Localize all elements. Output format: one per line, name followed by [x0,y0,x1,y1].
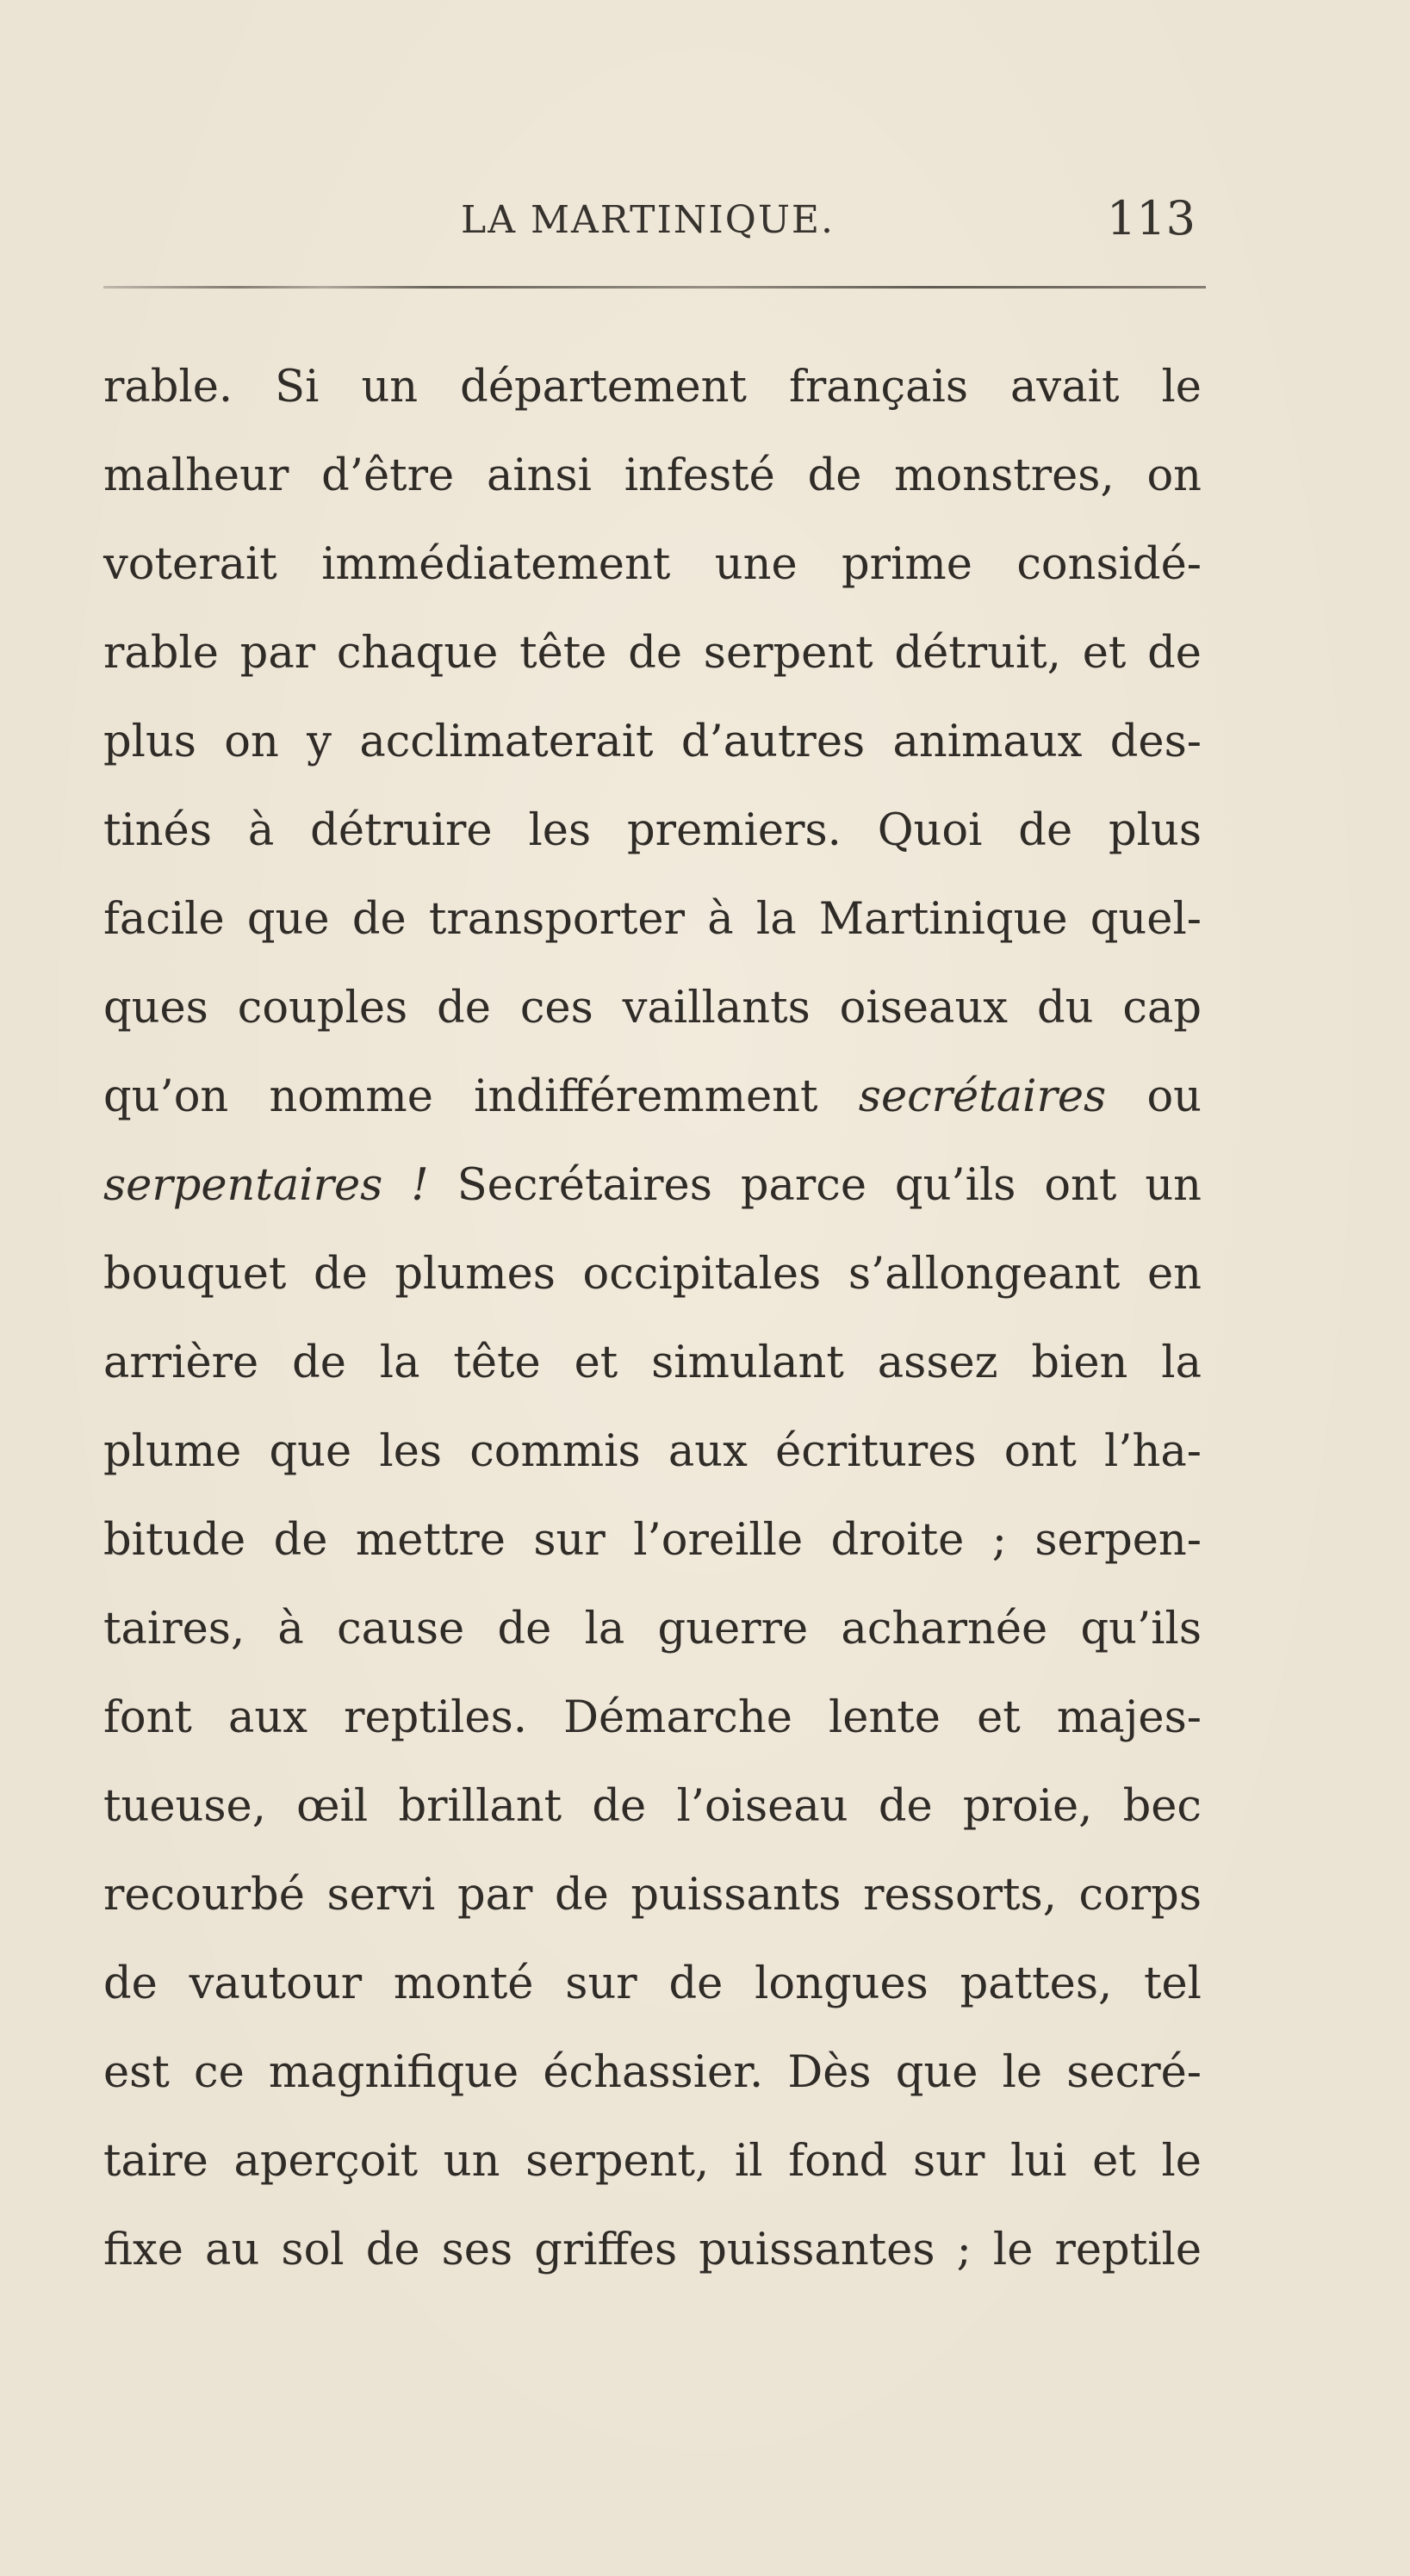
text-segment: Secrétaires parce qu’ils ont un [457,1160,1202,1211]
text-segment: ou [1146,1071,1202,1122]
text-segment: qu’on nomme indifféremment [103,1071,818,1122]
text-line: tueuse, œil brillant de l’oiseau de proie, bec [103,1781,1202,1832]
text-line: bitude de mettre sur l’oreille droite ; serpen- [103,1515,1202,1566]
italic-term: serpentaires ! [103,1160,429,1211]
text-line: rable. Si un département français avait le [103,362,1202,413]
text-line: de vautour monté sur de longues pattes, tel [103,1958,1202,2009]
running-head [103,191,1206,251]
text-line: arrière de la tête et simulant assez bien la [103,1338,1202,1388]
text-line: voterait immédiatement une prime considé- [103,539,1202,590]
running-title: LA MARTINIQUE. [461,198,835,242]
text-line: taire aperçoit un serpent, il fond sur lui et le [103,2136,1202,2187]
text-line: bouquet de plumes occipitales s’allongeant en [103,1249,1202,1300]
text-line: plus on y acclimaterait d’autres animaux des- [103,717,1202,767]
text-line: rable par chaque tête de serpent détruit, et de [103,628,1202,679]
page-number: 113 [1106,191,1196,245]
text-line: fixe au sol de ses griffes puissantes ; le reptile [103,2225,1202,2275]
text-line: facile que de transporter à la Martinique quel- [103,894,1202,945]
header-rule [103,286,1206,289]
text-line [103,1052,1202,1141]
text-line: font aux reptiles. Démarche lente et majes- [103,1692,1202,1743]
text-line: ques couples de ces vaillants oiseaux du cap [103,983,1202,1034]
text-line: tinés à détruire les premiers. Quoi de plus [103,805,1202,856]
text-line: malheur d’être ainsi infesté de monstres, on [103,450,1202,501]
text-line: est ce magnifique échassier. Dès que le secré- [103,2047,1202,2098]
text-line [103,1141,1202,1230]
text-line: plume que les commis aux écritures ont l’ha- [103,1426,1202,1477]
text-line: recourbé servi par de puissants ressorts, corps [103,1870,1202,1921]
body-text [103,343,1202,2294]
text-line: taires, à cause de la guerre acharnée qu’ils [103,1604,1202,1654]
italic-term: secrétaires [858,1071,1107,1122]
